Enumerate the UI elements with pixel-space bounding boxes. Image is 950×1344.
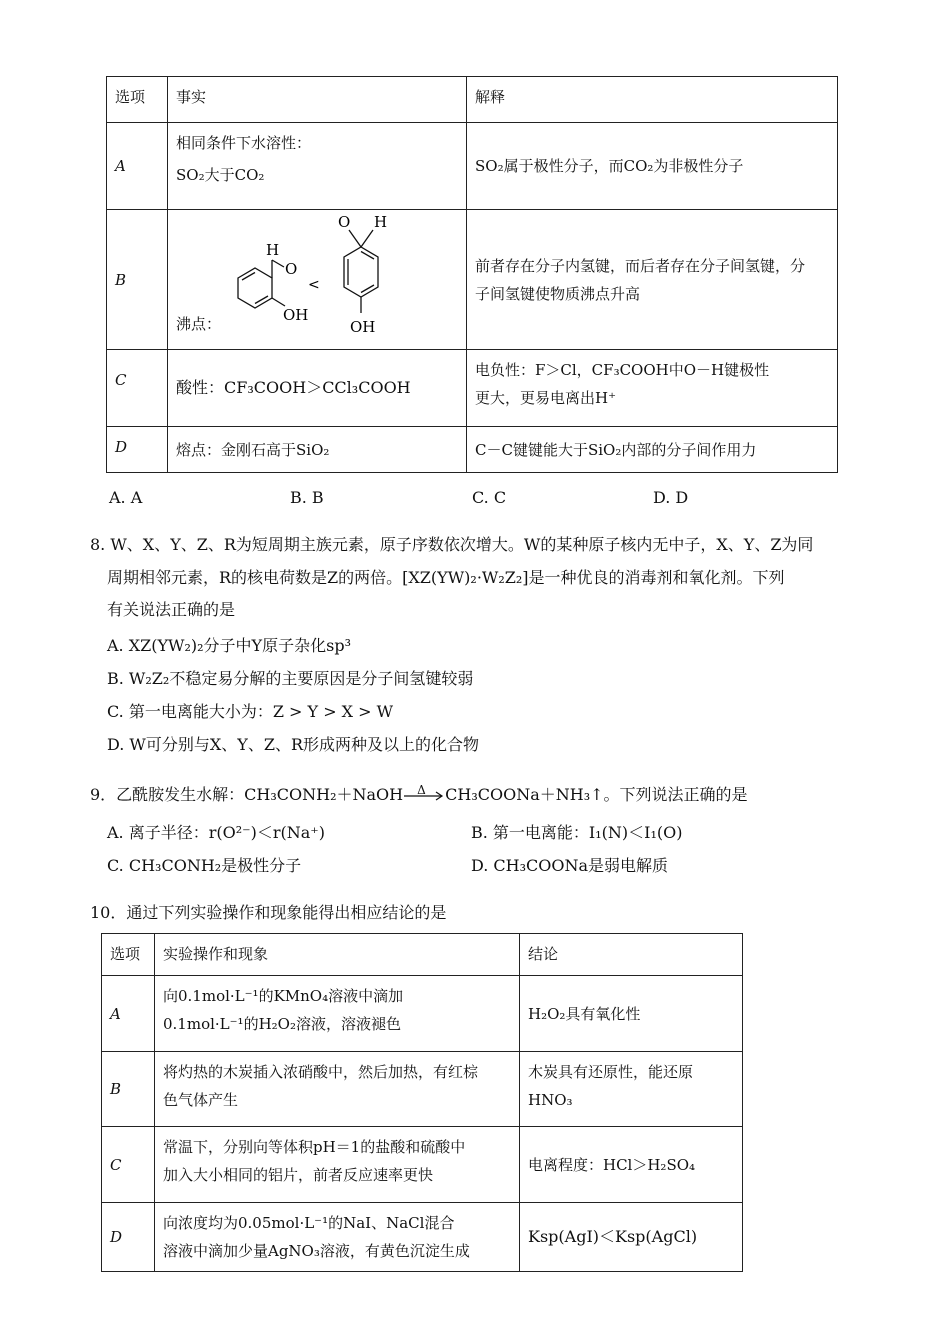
q7-row-b <box>107 210 838 350</box>
q10-op-line: 溶液中滴加少量AgNO₃溶液，有黄色沉淀生成 <box>163 1242 470 1260</box>
q10-table <box>101 933 743 1272</box>
q7-header-fact: 事实 <box>168 77 467 123</box>
compare-sign: < <box>308 277 320 293</box>
q10-row-conclusion: H₂O₂具有氧化性 <box>520 976 743 1052</box>
q10-op-line: 将灼热的木炭插入浓硝酸中，然后加热，有红棕 <box>163 1063 479 1081</box>
q10-op-line: 向0.1mol·L⁻¹的KMnO₄溶液中滴加 <box>163 987 404 1005</box>
q10-op-line: 常温下，分别向等体积pH＝1的盐酸和硫酸中 <box>163 1138 466 1156</box>
q10-op-line: 0.1mol·L⁻¹的H₂O₂溶液，溶液褪色 <box>163 1015 401 1033</box>
q7-explain-line: 更大，更易电离出H⁺ <box>475 389 616 407</box>
q7-row-fact: 酸性：CF₃COOH＞CCl₃COOH <box>168 350 467 427</box>
heat-label: Δ <box>417 782 426 797</box>
q10-row-b <box>102 1052 743 1127</box>
q8-stem-line: 8. W、X、Y、Z、R为短周期主族元素，原子序数依次增大。W的某种原子核内无中子，X、Y、Z为同 <box>90 535 814 554</box>
q8-option-d: D. W可分别与X、Y、Z、R形成两种及以上的化合物 <box>107 735 479 754</box>
q10-row-operation <box>155 976 520 1052</box>
q10-row-c <box>102 1127 743 1203</box>
q9-option-a: A. 离子半径：r(O²⁻)＜r(Na⁺) <box>107 823 325 842</box>
q10-row-operation <box>155 1203 520 1272</box>
left-H-label: H <box>266 241 280 259</box>
q7-row-d <box>107 427 838 473</box>
q7-row-fact: 熔点：金刚石高于SiO₂ <box>168 427 467 473</box>
q9-option-d: D. CH₃COONa是弱电解质 <box>471 856 669 875</box>
q8-option-a: A. XZ(YW₂)₂分子中Y原子杂化sp³ <box>107 636 351 655</box>
q9-stem <box>90 779 748 811</box>
q9-stem-tail: CH₃COONa＋NH₃↑。下列说法正确的是 <box>445 785 748 804</box>
q7-header-row <box>107 77 838 123</box>
q10-row-conclusion: Ksp(AgI)＜Ksp(AgCl) <box>520 1203 743 1272</box>
q7-row-explain: C－C键键能大于SiO₂内部的分子间作用力 <box>467 427 838 473</box>
q10-row-label: B <box>102 1052 155 1127</box>
q10-header-operation: 实验操作和现象 <box>155 934 520 976</box>
q10-row-operation <box>155 1052 520 1127</box>
q9-option-b: B. 第一电离能：I₁(N)＜I₁(O) <box>471 823 683 842</box>
q10-row-conclusion: 电离程度：HCl＞H₂SO₄ <box>520 1127 743 1203</box>
q7-row-explain <box>467 210 838 350</box>
q10-row-label: A <box>102 976 155 1052</box>
q10-header-row <box>102 934 743 976</box>
q10-op-line: 加入大小相同的铝片，前者反应速率更快 <box>163 1166 434 1184</box>
molecule-structures-diagram <box>168 210 466 348</box>
q7-row-label: D <box>107 427 168 473</box>
q10-conclusion-line: HNO₃ <box>528 1091 573 1109</box>
q7-row-c <box>107 350 838 427</box>
hydroxybenzaldehyde-structure <box>344 230 378 313</box>
q9-option-c: C. CH₃CONH₂是极性分子 <box>107 856 302 875</box>
q7-option-d: D. D <box>653 488 689 507</box>
q8-option-b: B. W₂Z₂不稳定易分解的主要原因是分子间氢键较弱 <box>107 669 474 688</box>
q7-option-a: A. A <box>109 488 143 507</box>
boiling-point-label: 沸点： <box>176 315 222 333</box>
q10-conclusion-line: 木炭具有还原性，能还原 <box>528 1063 694 1081</box>
salicylaldehyde-structure <box>238 260 285 308</box>
right-OH-label: OH <box>350 318 376 336</box>
q7-row-fact <box>168 210 467 350</box>
q8-stem-line: 有关说法正确的是 <box>107 600 236 619</box>
q10-row-a <box>102 976 743 1052</box>
left-O-label: O <box>285 260 298 278</box>
q7-row-explain: SO₂属于极性分子，而CO₂为非极性分子 <box>467 123 838 210</box>
q8-option-c: C. 第一电离能大小为：Z > Y > X > W <box>107 702 394 721</box>
q10-row-d <box>102 1203 743 1272</box>
q7-fact-line: SO₂大于CO₂ <box>176 166 265 184</box>
q7-row-a <box>107 123 838 210</box>
q7-option-b: B. B <box>290 488 324 507</box>
q7-row-explain <box>467 350 838 427</box>
q10-header-option: 选项 <box>102 934 155 976</box>
q7-row-label: C <box>107 350 168 427</box>
q7-explain-line: 电负性：F＞Cl，CF₃COOH中O－H键极性 <box>475 361 770 379</box>
q8-stem-line: 周期相邻元素，R的核电荷数是Z的两倍。[XZ(YW)₂·W₂Z₂]是一种优良的消毒剂和氧化剂。下列 <box>107 568 785 587</box>
q7-option-c: C. C <box>472 488 507 507</box>
q10-row-operation <box>155 1127 520 1203</box>
q7-header-option: 选项 <box>107 77 168 123</box>
q10-op-line: 色气体产生 <box>163 1091 239 1109</box>
q7-header-explain: 解释 <box>467 77 838 123</box>
q10-header-conclusion: 结论 <box>520 934 743 976</box>
q10-op-line: 向浓度均为0.05mol·L⁻¹的NaI、NaCl混合 <box>163 1214 455 1232</box>
arrow-icon <box>403 786 445 806</box>
q7-table <box>106 76 838 473</box>
q7-row-label: B <box>107 210 168 350</box>
reaction-arrow <box>403 782 445 806</box>
right-H-label: H <box>374 213 388 231</box>
q10-row-conclusion <box>520 1052 743 1127</box>
q7-row-label: A <box>107 123 168 210</box>
q7-explain-line: 子间氢键使物质沸点升高 <box>475 284 641 303</box>
q10-row-label: D <box>102 1203 155 1272</box>
q7-row-fact <box>168 123 467 210</box>
q7-explain-line: 前者存在分子内氢键，而后者存在分子间氢键，分 <box>475 256 806 275</box>
q10-row-label: C <box>102 1127 155 1203</box>
right-O-label: O <box>338 213 351 231</box>
q7-fact-line: 相同条件下水溶性： <box>176 134 312 152</box>
left-OH-label: OH <box>283 306 309 324</box>
q9-stem-text: 9．乙酰胺发生水解：CH₃CONH₂＋NaOH <box>90 785 404 804</box>
q10-stem: 10．通过下列实验操作和现象能得出相应结论的是 <box>90 903 447 922</box>
